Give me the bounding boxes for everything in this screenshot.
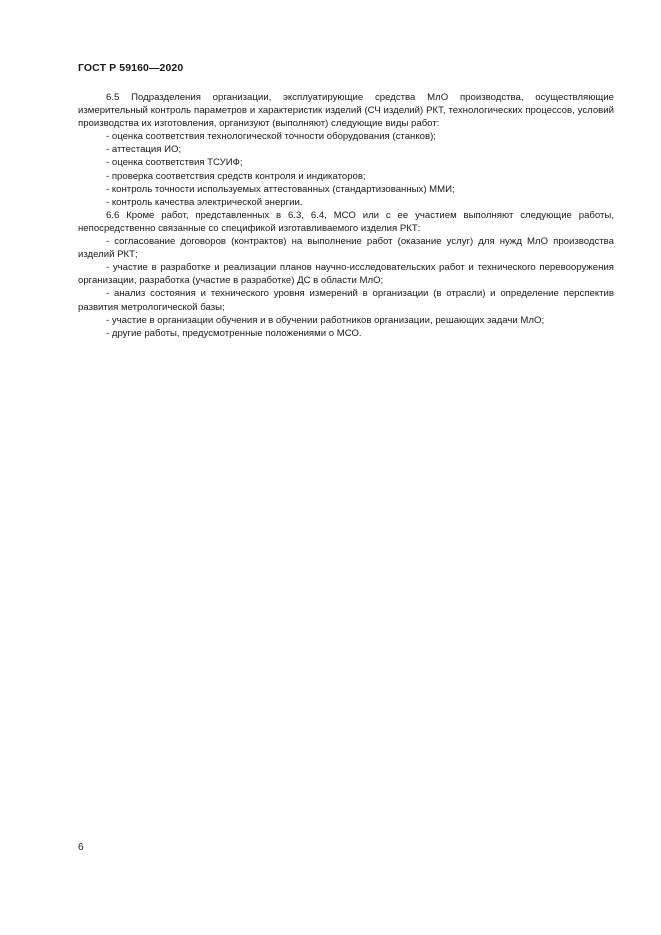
document-code: ГОСТ Р 59160—2020 bbox=[78, 62, 184, 74]
document-body bbox=[78, 91, 614, 340]
page-number: 6 bbox=[78, 842, 84, 853]
list-item: - оценка соответствия технологической точности оборудования (станков); bbox=[106, 131, 436, 143]
list-item: - участие в разработке и реализации планов научно-исследовательских работ и технического перевооружения организации, разработка (участие в разработке) ДС в области МлО; bbox=[78, 262, 614, 287]
list-item: - контроль качества электрической энергии. bbox=[106, 196, 303, 208]
list-item: - согласование договоров (контрактов) на выполнение работ (оказание услуг) для нужд МлО производства изделий РКТ; bbox=[78, 236, 614, 261]
list-item: - контроль точности используемых аттестованных (стандартизованных) ММИ; bbox=[106, 183, 455, 195]
list-item: - аттестация ИО; bbox=[106, 144, 182, 156]
list-item: - проверка соответствия средств контроля и индикаторов; bbox=[106, 170, 366, 182]
list-item: - другие работы, предусмотренные положениями о МСО. bbox=[106, 327, 362, 339]
paragraph-6-6: 6.6 Кроме работ, представленных в 6.3, 6.4, МСО или с ее участием выполняют следующие работы, непосредственно связанные со спецификой изготавливаемого изделия РКТ: bbox=[78, 209, 614, 234]
paragraph-6-5: 6.5 Подразделения организации, эксплуатирующие средства МлО производства, осуществляющие измерительный контроль параметров и характеристик изделий (СЧ изделий) РКТ, технологических процессов, условий производства их изготовления, организуют (выполняют) следующие виды работ: bbox=[78, 92, 614, 130]
list-item: - анализ состояния и технического уровня измерений в организации (в отрасли) и определение перспектив развития метрологической базы; bbox=[78, 288, 614, 313]
list-item: - участие в организации обучения и в обучении работников организации, решающих задачи МлО; bbox=[106, 314, 545, 326]
list-item: - оценка соответствия ТСУИФ; bbox=[106, 157, 243, 169]
